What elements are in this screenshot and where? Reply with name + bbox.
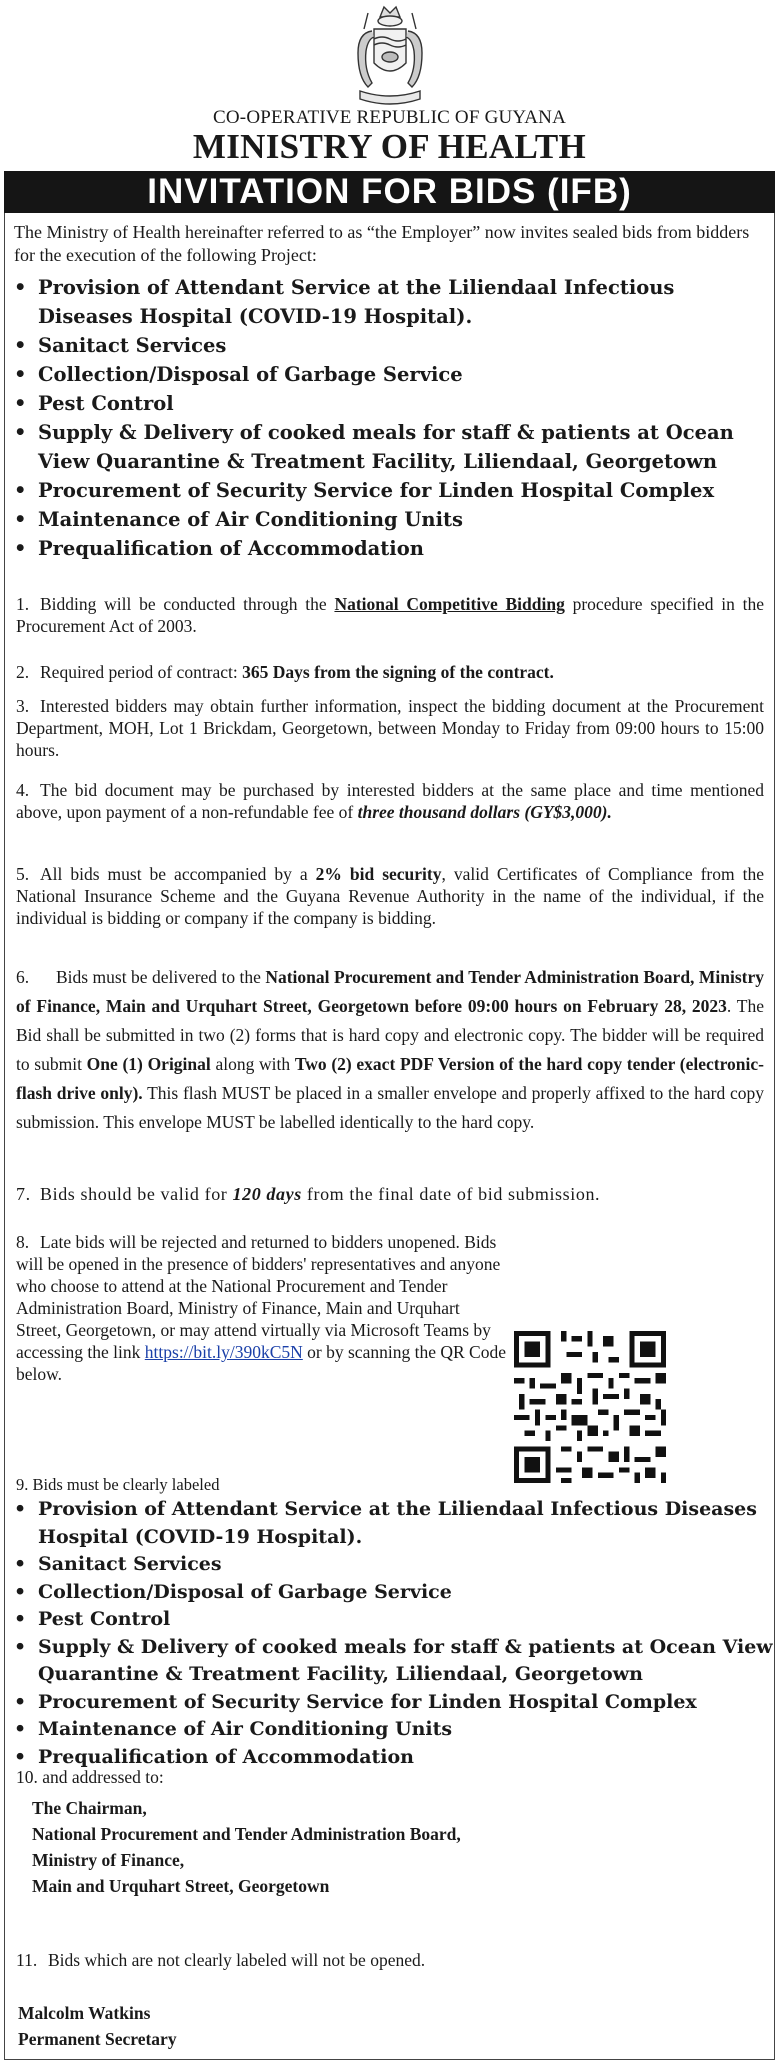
bullet: • [14,1580,27,1603]
clause-4: 4. The bid document may be purchased by interested bidders at the same place and time mentioned above, upon payment of a non-refundable fee of three thousand dollars (GY$3,000). [16,780,764,822]
clause-11: 11. Bids which are not clearly labeled will not be opened. [16,1950,426,1970]
project-item: • Provision of Attendant Service at the Liliendaal Infectious Diseases Hospital (COVID-19 Hospital). [14,273,774,331]
project-item: • Maintenance of Air Conditioning Units [14,1716,774,1744]
bullet: • [14,1745,27,1768]
address-line: Main and Urquhart Street, Georgetown [32,1876,330,1896]
project-list [14,273,774,563]
republic-heading: CO-OPERATIVE REPUBLIC OF GUYANA [213,107,566,128]
ifb-notice [4,3,775,2061]
project-item: • Sanitact Services [14,331,774,360]
project-item: • Provision of Attendant Service at the Liliendaal Infectious Diseases Hospital (COVID-19 Hospital). [14,1498,757,1548]
bullet: • [14,1553,27,1575]
project-item: • Supply & Delivery of cooked meals for staff & patients at Ocean View Quarantine & Treatment Facility, Liliendaal, Georgetown [14,1635,773,1685]
project-item: • Procurement of Security Service for Linden Hospital Complex [14,1689,774,1717]
bullet: • [14,1498,27,1520]
project-item: • Sanitact Services [14,1551,774,1579]
teams-link[interactable]: https://bit.ly/390kC5N [144,1342,303,1362]
bullet: • [14,1608,27,1630]
clause-10: 10. and addressed to: [16,1767,164,1787]
bullet: • [14,392,27,415]
project-item: • Prequalification of Accommodation [14,1744,774,1772]
ifb-banner: INVITATION FOR BIDS (IFB) [4,171,775,213]
project-item: • Prequalification of Accommodation [14,534,774,563]
bullet: • [14,1635,27,1658]
bullet: • [14,363,27,386]
intro-text: The Ministry of Health hereinafter referred to as “the Employer” now invites sealed bids from bidders for the execution of the following Project: [14,222,750,265]
clause-3: 3. Interested bidders may obtain further information, inspect the bidding document at the Procurement Department, MOH, Lot 1 Brickdam, Georgetown, between Monday to Friday from 09:00 hours to 15:00 hours. [16,696,764,760]
guyana-coat-of-arms-icon [346,3,434,111]
signatory-name: Malcolm Watkins [18,2003,151,2023]
project-item: • Collection/Disposal of Garbage Service [14,1579,774,1607]
clause-7: 7. Bids should be valid for 120 days from the final date of bid submission. [16,1184,601,1204]
address-line: The Chairman, [32,1798,147,1818]
bullet: • [14,508,27,531]
project-item: • Pest Control [14,1606,774,1634]
address-line: Ministry of Finance, [32,1850,185,1870]
clause-1: 1. Bidding will be conducted through the National Competitive Bidding procedure specified in the Procurement Act of 2003. [16,594,764,636]
bullet: • [14,1718,27,1740]
bullet: • [14,421,27,444]
ministry-heading: MINISTRY OF HEALTH [192,127,587,166]
signatory-title: Permanent Secretary [18,2029,177,2049]
project-item: • Supply & Delivery of cooked meals for staff & patients at Ocean View Quarantine & Treatment Facility, Liliendaal, Georgetown [14,418,774,476]
bullet: • [14,479,27,502]
project-item: • Collection/Disposal of Garbage Service [14,360,774,389]
clause-5: 5. All bids must be accompanied by a 2% bid security, valid Certificates of Compliance from the National Insurance Scheme and the Guyana Revenue Authority in the name of the individual, if the individual is bidding or company if the company is bidding. [16,864,764,928]
crest [4,3,775,111]
clause-9: 9. Bids must be clearly labeled [16,1475,220,1494]
clause-6: 6. Bids must be delivered to the National Procurement and Tender Administration Board, Ministry of Finance, Main and Urquhart Street, Georgetown before 09:00 hours on February 28, 2023. The Bid shall be submitted in two (2) forms that is hard copy and electronic copy. The bidder will be required to submit One (1) Original along with Two (2) exact PDF Version of the hard copy tender (electronic-flash drive only). This flash MUST be placed in a smaller envelope and properly affixed to the hard copy submission. This envelope MUST be labelled identically to the hard copy. [16,967,764,1132]
address-block [32,1795,461,1899]
qr-code-icon[interactable] [514,1331,666,1483]
project-item: • Pest Control [14,389,774,418]
bullet: • [14,1690,27,1713]
address-line: National Procurement and Tender Administration Board, [32,1824,461,1844]
bullet: • [14,537,27,560]
project-item: • Maintenance of Air Conditioning Units [14,505,774,534]
bullet: • [14,334,27,357]
label-project-list [14,1496,774,1771]
clause-8: 8. Late bids will be rejected and returned to bidders unopened. Bids will be opened in the presence of bidders' representatives and anyone who choose to attend at the National Procurement and Tender Administration Board, Ministry of Finance, Main and Urquhart Street, Georgetown, or may attend virtually via Microsoft Teams by accessing the link https://bit.ly/390kC5N or by scanning the QR Code below. [16,1232,506,1384]
clause-2: 2. Required period of contract: 365 Days from the signing of the contract. [16,662,554,682]
bullet: • [14,276,27,299]
project-item: • Procurement of Security Service for Linden Hospital Complex [14,476,774,505]
